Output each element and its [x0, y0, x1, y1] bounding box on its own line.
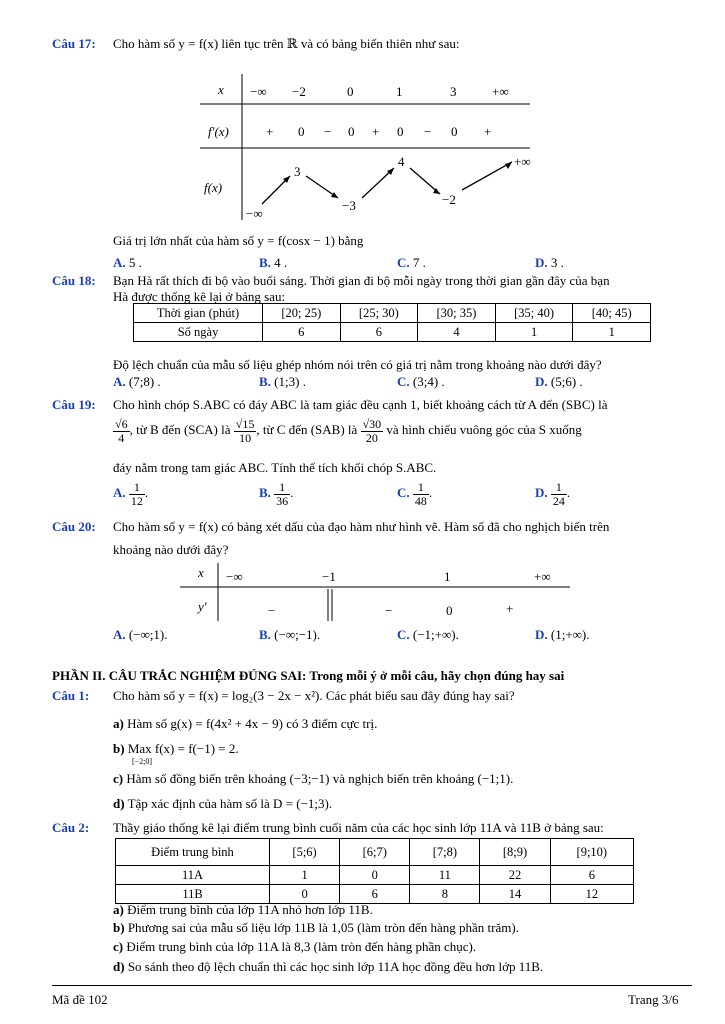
q18-opt-d: (5;6) .: [550, 374, 583, 389]
q20-sign-table: [180, 563, 570, 621]
q17-fp-1: 0: [298, 124, 305, 139]
q19-text3: đáy nằm trong tam giác ABC. Tính thể tích khối chóp S.ABC.: [113, 460, 437, 475]
q19-opt-a-key: A.: [113, 485, 126, 501]
q17-variation-table: [200, 74, 530, 220]
footer-exam-code: Mã đề 102: [52, 992, 108, 1007]
c1-item-d: [113, 796, 332, 812]
c1-item-c: [113, 771, 513, 787]
q17-f-0: −∞: [246, 206, 263, 221]
q20-opt-c: (−1;+∞).: [412, 627, 459, 642]
c2-h4: [8;9): [480, 839, 550, 866]
footer-divider: [52, 985, 692, 986]
q18-r2: 6: [340, 323, 418, 342]
q20-text2: khoảng nào dưới đây?: [113, 542, 229, 557]
q20-opt-a: (−∞;1).: [128, 627, 168, 642]
q20-y-1: −: [385, 603, 393, 618]
c2-item-d-key: d): [113, 959, 125, 974]
q19-frac3: [361, 418, 384, 444]
q18-opt-b-key: B.: [259, 374, 271, 389]
q18-r4: 1: [495, 323, 573, 342]
q19-opt-a-num: 1: [129, 481, 145, 495]
c2-table-row: [116, 866, 634, 885]
q19-frac2: [234, 418, 257, 444]
q17-opt-a-key: A.: [113, 255, 126, 270]
c1-text: Cho hàm số y = f(x) = log₂(3 − 2x − x²). Các phát biểu sau đây đúng hay sai?: [113, 688, 515, 703]
c2-item-b-text: Phương sai của mẫu số liệu lớp 11B là 1,05 (làm tròn đến hàng phần trăm).: [127, 920, 519, 935]
c1-item-b-text: Max f(x) = f(−1) = 2.: [127, 741, 239, 756]
q18-opt-a-key: A.: [113, 374, 126, 389]
c1-item-b-sub: [−2;0]: [132, 757, 153, 766]
q20-opt-a-key: A.: [113, 627, 126, 642]
c2-item-d: [113, 959, 543, 975]
c2-r1-3: 8: [410, 885, 480, 904]
footer-page-number: Trang 3/6: [628, 992, 679, 1007]
q17-f-2: −3: [342, 198, 356, 213]
c1-item-c-key: c): [113, 771, 124, 786]
c1-item-b-key: b): [113, 741, 125, 756]
q19-opt-a: [129, 481, 145, 507]
q19-t2c: và hình chiếu vuông góc của S xuống: [386, 422, 582, 438]
q18-h4: [35; 40): [495, 304, 573, 323]
c1-item-d-text: Tập xác định của hàm số là D = (−1;3).: [127, 796, 333, 811]
q17-f-label: f(x): [204, 180, 223, 195]
c2-h1: [5;6): [270, 839, 340, 866]
q18-h3: [30; 35): [418, 304, 496, 323]
q19-text1: Cho hình chóp S.ABC có đáy ABC là tam giác đều cạnh 1, biết khoảng cách từ A đến (SBC) là: [113, 397, 608, 412]
c2-r0-5: 6: [550, 866, 633, 885]
q17-fp-label: f′(x): [208, 124, 229, 139]
q20-y-0: −: [268, 603, 276, 618]
q18-h0: Thời gian (phút): [134, 304, 263, 323]
c2-item-a: [113, 902, 373, 918]
part2-title: PHẦN II. CÂU TRẮC NGHIỆM ĐÚNG SAI: Trong mỗi ý ở mỗi câu, hãy chọn đúng hay sai: [52, 668, 565, 683]
q17-x-4: 3: [450, 84, 457, 99]
c2-item-c-text: Điểm trung bình của lớp 11A là 8,3 (làm tròn đến hàng phần chục).: [126, 939, 477, 954]
q20-label: Câu 20:: [52, 519, 96, 534]
q17-fp-8: +: [484, 124, 492, 139]
q20-text1: Cho hàm số y = f(x) có bảng xét dấu của đạo hàm như hình vẽ. Hàm số đã cho nghịch biến trên: [113, 519, 610, 534]
q20-opt-c-key: C.: [397, 627, 410, 642]
q18-opt-d-key: D.: [535, 374, 548, 389]
q17-fp-4: +: [372, 124, 380, 139]
q20-opt-d-key: D.: [535, 627, 548, 642]
q17-opt-a: 5 .: [128, 255, 142, 270]
q19-opt-d: [551, 481, 567, 507]
q18-opt-b: (1;3) .: [274, 374, 306, 389]
c2-r0-3: 11: [410, 866, 480, 885]
q17-x-1: −2: [292, 84, 306, 99]
c2-r1-2: 6: [340, 885, 410, 904]
q18-opt-a: (7;8) .: [128, 374, 161, 389]
c2-r0-1: 1: [270, 866, 340, 885]
q19-frac3-den: 20: [365, 430, 378, 445]
q18-r1: 6: [263, 323, 341, 342]
q17-opt-d-key: D.: [535, 255, 548, 270]
q19-opt-c-key: C.: [397, 485, 410, 501]
q19-frac2-num: √15: [235, 417, 255, 431]
q19-opt-c-den: 48: [414, 493, 427, 508]
q17-fp-3: 0: [348, 124, 355, 139]
q18-text2: Hà được thống kê lại ở bảng sau:: [113, 289, 286, 304]
q17-opt-c: 7 .: [412, 255, 426, 270]
c2-r0-2: 0: [340, 866, 410, 885]
c1-item-d-key: d): [113, 796, 125, 811]
q17-x-label: x: [218, 82, 224, 97]
q18-table-row: [134, 323, 651, 342]
q20-y-2: 0: [446, 603, 453, 618]
c2-item-a-text: Điểm trung bình của lớp 11A nhỏ hơn lớp 11B.: [127, 902, 373, 917]
q18-table-header-row: [134, 304, 651, 323]
q17-opt-b-key: B.: [259, 255, 271, 270]
q17-prompt: Giá trị lớn nhất của hàm số y = f(cosx − 1) bằng: [113, 233, 364, 248]
q18-opt-c-key: C.: [397, 374, 410, 389]
c2-r1-5: 12: [550, 885, 633, 904]
q18-table: [133, 303, 651, 342]
q17-x-2: 0: [347, 84, 354, 99]
c1-label: Câu 1:: [52, 688, 90, 703]
q20-y-label: y′: [198, 599, 207, 614]
q19-t2b: , từ C đến (SAB) là: [256, 422, 358, 438]
q19-opt-d-num: 1: [551, 481, 567, 495]
q19-frac1-den: 4: [118, 430, 125, 445]
c2-r1-1: 0: [270, 885, 340, 904]
q17-x-5: +∞: [492, 84, 509, 99]
c2-item-c: [113, 939, 476, 955]
q19-opt-d-den: 24: [552, 493, 565, 508]
c2-item-b-key: b): [113, 920, 125, 935]
q20-y-3: +: [506, 601, 514, 616]
q18-h1: [20; 25): [263, 304, 341, 323]
c2-r1-0: 11B: [116, 885, 270, 904]
q18-h2: [25; 30): [340, 304, 418, 323]
c2-h5: [9;10): [550, 839, 633, 866]
q17-f-3: 4: [398, 154, 405, 169]
q19-label: Câu 19:: [52, 397, 96, 412]
q18-r3: 4: [418, 323, 496, 342]
q19-frac1: [113, 418, 130, 444]
c2-r0-4: 22: [480, 866, 550, 885]
q19-opt-c: [413, 481, 429, 507]
c2-table: [115, 838, 634, 904]
q17-opt-d: 3 .: [550, 255, 564, 270]
q20-x-1: −1: [322, 569, 336, 584]
c2-r1-4: 14: [480, 885, 550, 904]
c2-h3: [7;8): [410, 839, 480, 866]
q17-fp-7: 0: [451, 124, 458, 139]
q20-x-2: 1: [444, 569, 451, 584]
q20-x-label: x: [198, 565, 204, 580]
q19-opt-b-den: 36: [276, 493, 289, 508]
q19-opt-b-key: B.: [259, 485, 271, 501]
c2-text: Thầy giáo thống kê lại điểm trung bình cuối năm của các học sinh lớp 11A và 11B ở bảng sau:: [113, 820, 604, 835]
q17-fp-0: +: [266, 124, 274, 139]
c1-item-c-text: Hàm số đồng biến trên khoảng (−3;−1) và nghịch biến trên khoảng (−1;1).: [126, 771, 514, 786]
q17-f-1: 3: [294, 164, 301, 179]
q18-r5: 1: [573, 323, 651, 342]
q17-f-5: +∞: [514, 154, 531, 169]
q19-frac1-num: √6: [115, 417, 128, 431]
c2-label: Câu 2:: [52, 820, 90, 835]
q17-opt-b: 4 .: [274, 255, 288, 270]
c2-h0: Điểm trung bình: [116, 839, 270, 866]
q17-x-3: 1: [396, 84, 403, 99]
c1-item-a-text: Hàm số g(x) = f(4x² + 4x − 9) có 3 điểm cực trị.: [127, 716, 378, 731]
c2-h2: [6;7): [340, 839, 410, 866]
q19-opt-a-den: 12: [130, 493, 143, 508]
q18-text1: Bạn Hà rất thích đi bộ vào buổi sáng. Thời gian đi bộ mỗi ngày trong thời gian gần đây của bạn: [113, 273, 610, 288]
q19-frac2-den: 10: [239, 430, 252, 445]
c2-r0-0: 11A: [116, 866, 270, 885]
q20-opt-d: (1;+∞).: [550, 627, 590, 642]
q20-x-3: +∞: [534, 569, 551, 584]
c1-item-a: [113, 716, 377, 732]
q19-opt-d-key: D.: [535, 485, 548, 501]
q17-label: Câu 17:: [52, 36, 96, 51]
c2-item-d-text: So sánh theo độ lệch chuẩn thì các học sinh lớp 11A học đồng đều hơn lớp 11B.: [127, 959, 544, 974]
q19-opt-b: [274, 481, 290, 507]
q18-opt-c: (3;4) .: [412, 374, 445, 389]
q19-opt-c-num: 1: [413, 481, 429, 495]
q17-fp-2: −: [324, 124, 332, 139]
q17-text: Cho hàm số y = f(x) liên tục trên ℝ và có bảng biến thiên như sau:: [113, 36, 460, 51]
c2-item-c-key: c): [113, 939, 124, 954]
q19-line2: [113, 418, 582, 444]
c2-item-b: [113, 920, 519, 936]
c2-item-a-key: a): [113, 902, 124, 917]
c2-table-header-row: [116, 839, 634, 866]
c1-item-a-key: a): [113, 716, 124, 731]
q20-x-0: −∞: [226, 569, 243, 584]
q19-opt-b-num: 1: [274, 481, 290, 495]
q18-label: Câu 18:: [52, 273, 96, 288]
q20-opt-b-key: B.: [259, 627, 271, 642]
q17-x-0: −∞: [250, 84, 267, 99]
c2-table-row: [116, 885, 634, 904]
c1-item-b: [113, 741, 239, 757]
q19-t2a: , từ B đến (SCA) là: [129, 422, 231, 438]
q17-fp-6: −: [424, 124, 432, 139]
q18-h5: [40; 45): [573, 304, 651, 323]
q20-opt-b: (−∞;−1).: [274, 627, 321, 642]
q18-r0: Số ngày: [134, 323, 263, 342]
q17-opt-c-key: C.: [397, 255, 410, 270]
q19-frac3-num: √30: [362, 417, 382, 431]
q17-fp-5: 0: [397, 124, 404, 139]
q18-prompt: Độ lệch chuẩn của mẫu số liệu ghép nhóm nói trên có giá trị nằm trong khoảng nào dưới đây?: [113, 357, 602, 372]
q17-f-4: −2: [442, 192, 456, 207]
